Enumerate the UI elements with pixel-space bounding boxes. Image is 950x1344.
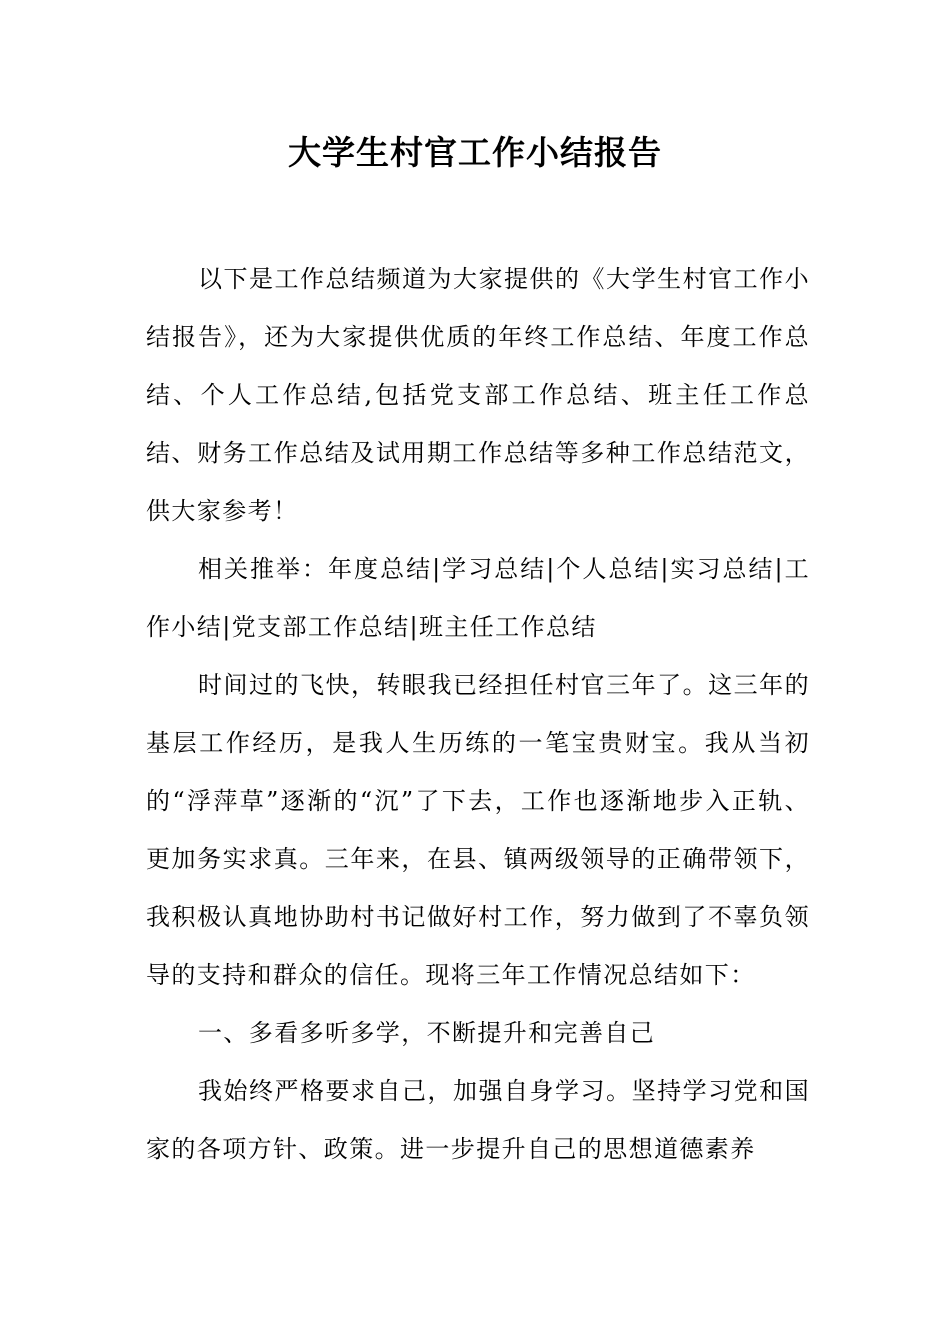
document-title: 大学生村官工作小结报告 — [288, 133, 662, 172]
intro-paragraph: 以下是工作总结频道为大家提供的《大学生村官工作小结报告》，还为大家提供优质的年终工作总结、年度工作总结、个人工作总结,包括党支部工作总结、班主任工作总结、财务工作总结及试用期工作总结等多种工作总结范文，供大家参考！ — [146, 265, 810, 525]
opening-paragraph: 时间过的飞快，转眼我已经担任村官三年了。这三年的基层工作经历，是我人生历练的一笔宝贵财宝。我从当初的“浮萍草”逐渐的“沉”了下去，工作也逐渐地步入正轨、更加务实求真。三年来，在县、镇两级领导的正确带领下，我积极认真地协助村书记做好村工作，努力做到了不辜负领导的支持和群众的信任。现将三年工作情况总结如下： — [146, 671, 810, 989]
section-1-paragraph: 我始终严格要求自己，加强自身学习。坚持学习党和国家的各项方针、政策。进一步提升自己的思想道德素养 — [146, 1077, 810, 1163]
document-body — [146, 250, 810, 1178]
section-heading-1: 一、多看多听多学，不断提升和完善自己 — [198, 1019, 656, 1047]
related-recommendations-paragraph: 相关推举：年度总结|学习总结|个人总结|实习总结|工作小结|党支部工作总结|班主任工作总结 — [146, 555, 810, 641]
